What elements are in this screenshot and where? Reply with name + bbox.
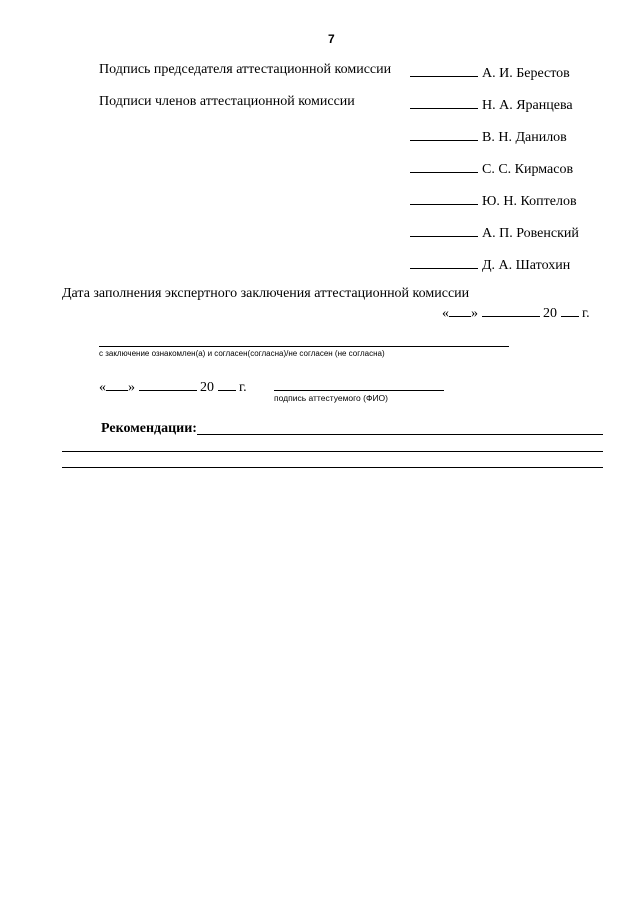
member-signature-row [410, 94, 573, 114]
chair-signature-line [410, 62, 478, 77]
year-field [218, 376, 236, 391]
close-quote: » [471, 306, 478, 321]
fill-date-label: Дата заполнения экспертного заключения аттестационной комиссии [62, 286, 470, 301]
close-quote: » [128, 380, 135, 395]
year-suffix: г. [582, 306, 590, 321]
chair-signature-label: Подпись председателя аттестационной комиссии [99, 62, 392, 77]
member-name: Д. А. Шатохин [482, 258, 571, 273]
member-signature-row [410, 254, 570, 274]
member-name: Ю. Н. Коптелов [482, 194, 577, 209]
member-signature-row [410, 126, 567, 146]
chair-name: А. И. Берестов [482, 66, 570, 81]
attestee-date-fields [99, 376, 247, 396]
member-signature-row [410, 158, 573, 178]
recommendations-label-text: Рекомендации [101, 421, 193, 436]
member-signature-line [410, 254, 478, 269]
member-signature-row [410, 190, 577, 210]
member-signature-line [410, 222, 478, 237]
member-name: С. С. Кирмасов [482, 162, 574, 177]
recommendations-line [197, 434, 603, 435]
member-signature-row [410, 222, 579, 242]
page-number: 7 [328, 32, 335, 46]
member-name: А. П. Ровенский [482, 226, 579, 241]
year-prefix: 20 [543, 306, 557, 321]
member-name: В. Н. Данилов [482, 130, 567, 145]
member-signature-line [410, 158, 478, 173]
year-suffix: г. [239, 380, 247, 395]
day-field [106, 376, 128, 391]
recommendations-line [62, 467, 603, 468]
fill-date-fields [442, 302, 590, 322]
chair-signature-row [410, 62, 570, 82]
member-signature-line [410, 126, 478, 141]
month-field [482, 302, 540, 317]
recommendations-label [101, 421, 197, 437]
year-prefix: 20 [200, 380, 214, 395]
member-signature-line [410, 190, 478, 205]
month-field [139, 376, 197, 391]
open-quote: « [99, 380, 106, 395]
open-quote: « [442, 306, 449, 321]
acknowledgement-caption: с заключение ознакомлен(а) и согласен(согласна)/не согласен (не согласна) [99, 349, 385, 358]
recommendations-colon: : [192, 421, 197, 436]
members-signature-label: Подписи членов аттестационной комиссии [99, 94, 355, 109]
attestee-signature-line [274, 390, 444, 391]
year-field [561, 302, 579, 317]
day-field [449, 302, 471, 317]
recommendations-line [62, 451, 603, 452]
acknowledgement-line [99, 346, 509, 347]
member-signature-line [410, 94, 478, 109]
attestee-signature-caption: подпись аттестуемого (ФИО) [274, 393, 388, 403]
member-name: Н. А. Яранцева [482, 98, 573, 113]
